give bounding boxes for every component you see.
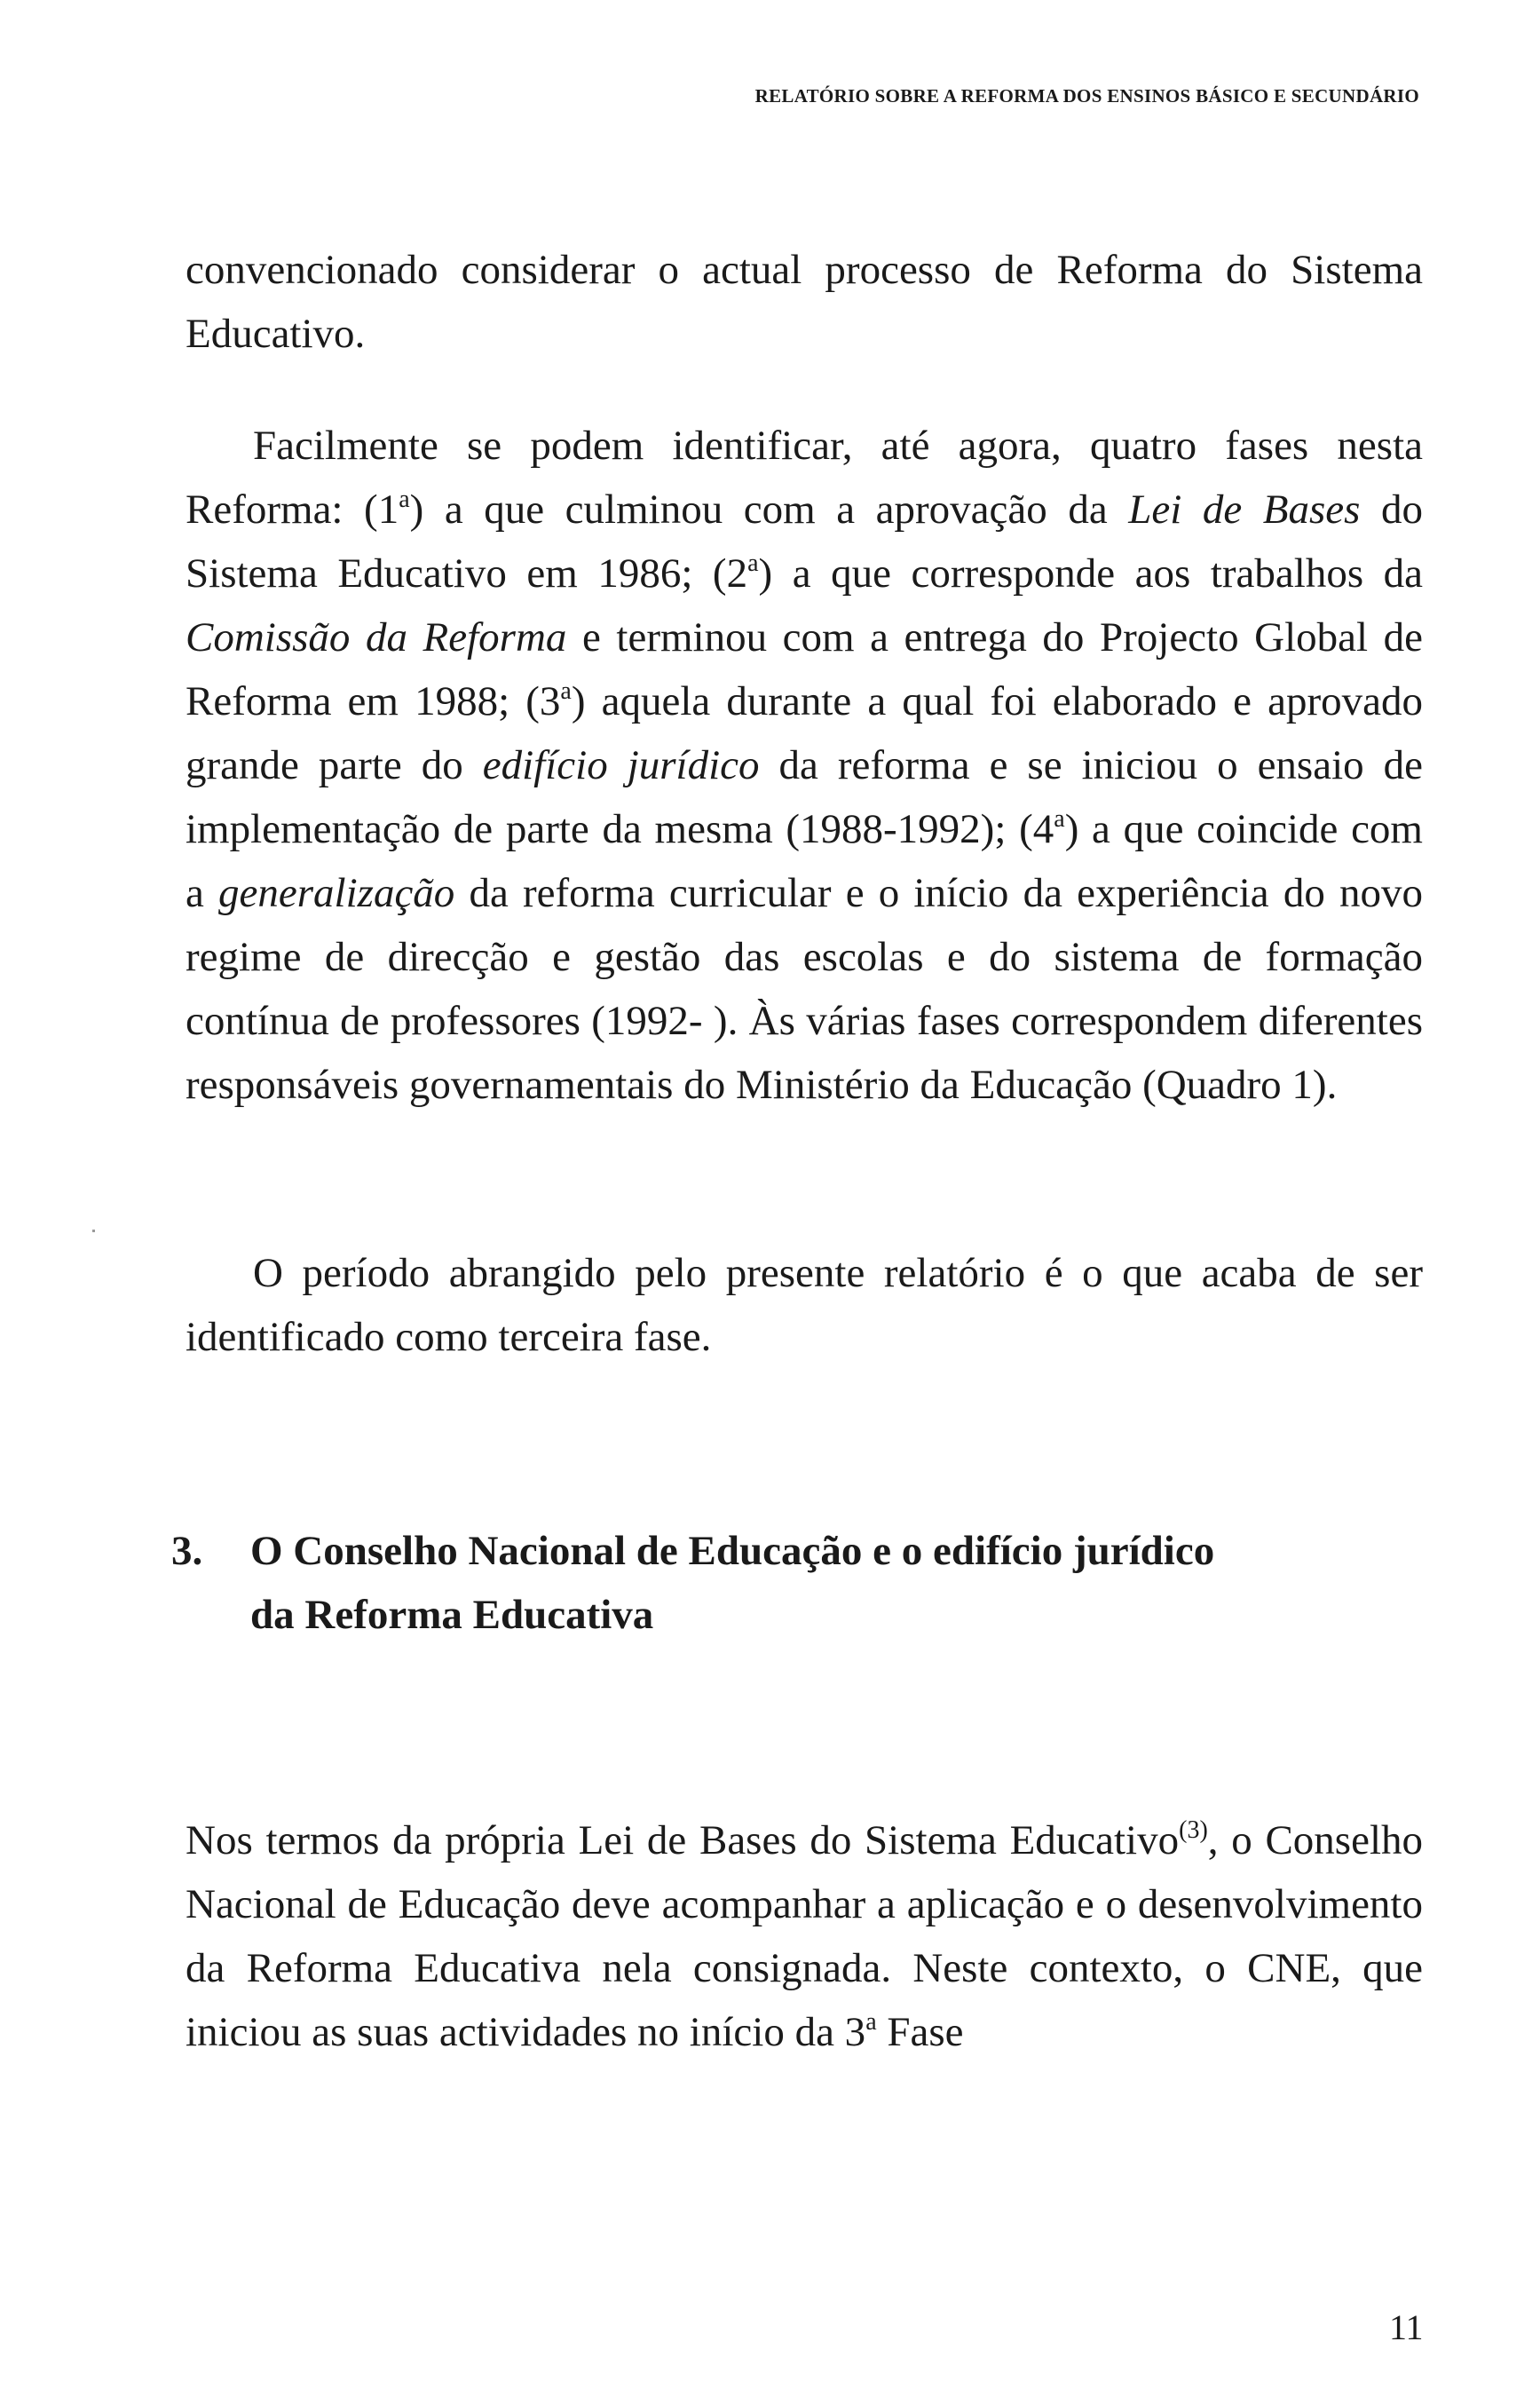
text-run: ) a que coincide com a <box>186 806 1423 916</box>
margin-speck <box>92 1230 95 1232</box>
paragraph-period-covered <box>186 1241 1423 1369</box>
italic-term: generalização <box>218 870 455 916</box>
page-number: 11 <box>1389 2307 1424 2347</box>
section-title-line1: O Conselho Nacional de Educação e o edifício jurídico <box>250 1528 1215 1574</box>
text-run: Nos termos da própria Lei de Bases do Sistema Educativo <box>186 1817 1180 1863</box>
text-run: , o Conselho Nacional de Educação deve acompanhar a aplicação e o desenvolvimento da Reforma Educativa nela consignada. Neste contexto, o CNE, que iniciou as suas actividades no início da 3 <box>186 1817 1424 2055</box>
paragraph-reform-phases <box>186 414 1423 1117</box>
paragraph-cne <box>186 1808 1423 2064</box>
text-run: e terminou com a entrega do Projecto Global de Reforma em 1988; (3 <box>186 614 1423 724</box>
text-run: ) a que culminou com a aprovação da <box>409 487 1129 533</box>
italic-term: Comissão da Reforma <box>186 614 567 661</box>
section-heading <box>171 1519 1423 1647</box>
ordinal-marker: a <box>399 486 410 513</box>
text-run: Fase <box>876 2009 964 2055</box>
paragraph-text: O período abrangido pelo presente relatório é o que acaba de ser identificado como terceira fase. <box>186 1250 1423 1360</box>
ordinal-marker: a <box>560 677 572 705</box>
italic-term: Lei de Bases <box>1128 487 1361 533</box>
ordinal-marker: a <box>865 2008 877 2036</box>
text-run: da reforma e se iniciou o ensaio de implementação de parte da mesma (1988-1992); (4 <box>186 742 1423 852</box>
section-number: 3. <box>171 1528 203 1574</box>
text-run: do Sistema Educativo em 1986; (2 <box>186 487 1423 597</box>
paragraph-continuation <box>186 238 1423 366</box>
text-run: Facilmente se podem identificar, até agora, quatro fases nesta Reforma: (1 <box>186 423 1423 533</box>
ordinal-marker: a <box>1054 805 1065 833</box>
paragraph-text: convencionado considerar o actual processo de Reforma do Sistema Educativo. <box>186 247 1423 357</box>
section-title-line2: da Reforma Educativa <box>250 1592 654 1638</box>
text-run: ) a que corresponde aos trabalhos da <box>758 550 1423 597</box>
italic-term: edifício jurídico <box>482 742 760 788</box>
text-run: da reforma curricular e o início da experiência do novo regime de direcção e gestão das escolas e do sistema de formação contínua de professores (1992- ). Às várias fases correspondem diferentes responsáveis governamentais do Ministério da Educação (Quadro 1). <box>186 870 1423 1108</box>
ordinal-marker: a <box>747 550 759 577</box>
running-header: RELATÓRIO SOBRE A REFORMA DOS ENSINOS BÁSICO E SECUNDÁRIO <box>754 85 1419 107</box>
footnote-reference: (3) <box>1179 1816 1208 1844</box>
text-run: ) aquela durante a qual foi elaborado e aprovado grande parte do <box>186 678 1423 788</box>
